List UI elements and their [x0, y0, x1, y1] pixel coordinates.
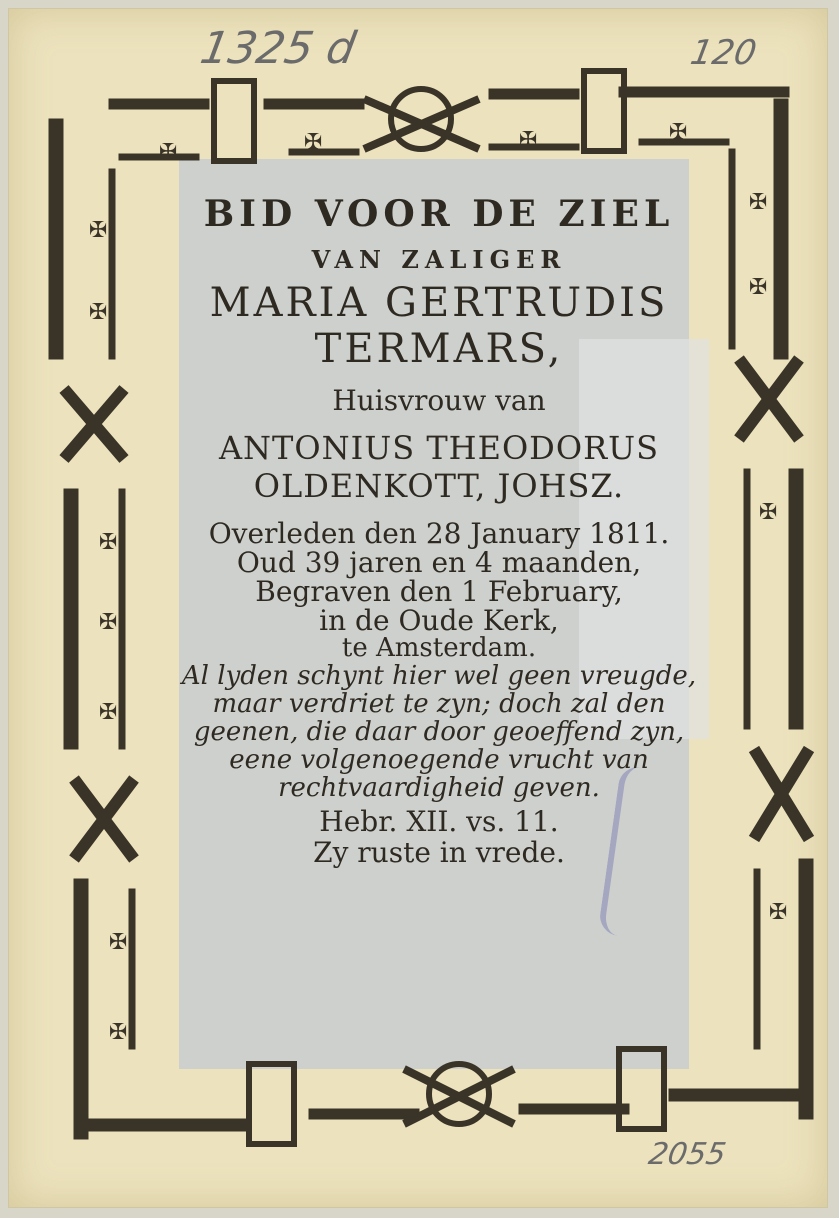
bible-reference: Hebr. XII. vs. 11.	[319, 805, 559, 838]
cross-icon: ✠	[769, 900, 788, 925]
death-date: Overleden den 28 January 1811.	[208, 517, 670, 550]
hourglass-icon	[249, 1064, 294, 1144]
border-bar	[289, 149, 359, 155]
border-bar	[49, 119, 63, 359]
cross-icon: ✠	[759, 500, 778, 525]
cross-icon: ✠	[304, 130, 323, 155]
border-bar	[799, 859, 813, 1119]
border-bar	[774, 99, 788, 359]
border-bar	[89, 1119, 249, 1131]
husband-name-line1: ANTONIUS THEODORUS	[218, 429, 660, 467]
cross-icon: ✠	[749, 190, 768, 215]
verse-line: rechtvaardigheid geven.	[278, 773, 600, 803]
border-bar	[109, 99, 209, 109]
cross-icon: ✠	[99, 610, 118, 635]
border-bar	[309, 1109, 419, 1119]
city-name: te Amsterdam.	[341, 633, 537, 663]
cross-icon: ✠	[159, 140, 178, 165]
border-bar	[64, 489, 78, 749]
hourglass-icon	[584, 71, 624, 151]
memorial-text	[129, 189, 749, 869]
verse-line: maar verdriet te zyn; doch zal den	[212, 689, 666, 719]
border-bar	[119, 489, 125, 749]
hourglass-icon	[619, 1049, 664, 1129]
hourglass-icon	[214, 81, 254, 161]
border-bar	[129, 889, 135, 1049]
cross-icon: ✠	[109, 930, 128, 955]
border-bar	[754, 869, 760, 1049]
church-name: in de Oude Kerk,	[319, 604, 559, 637]
cross-icon: ✠	[99, 530, 118, 555]
burial-date: Begraven den 1 February,	[255, 575, 623, 608]
age-text: Oud 39 jaren en 4 maanden,	[236, 546, 642, 579]
card-subtitle: VAN ZALIGER	[311, 245, 567, 274]
cross-icon: ✠	[519, 128, 538, 153]
memorial-card	[8, 8, 828, 1208]
relation-text: Huisvrouw van	[332, 384, 546, 417]
verse-line: Al lyden schynt hier wel geen vreugde,	[181, 661, 697, 691]
border-bar	[74, 879, 88, 1139]
cross-icon: ✠	[99, 700, 118, 725]
cross-icon: ✠	[109, 1020, 128, 1045]
verse-line: geenen, die daar door geoeffend zyn,	[193, 717, 685, 747]
cross-icon: ✠	[669, 120, 688, 145]
cross-icon: ✠	[749, 275, 768, 300]
border-bar	[789, 469, 803, 729]
handwritten-number: 120	[687, 33, 760, 73]
husband-name-line2: OLDENKOTT, JOHSZ.	[253, 467, 625, 505]
cross-icon: ✠	[89, 300, 108, 325]
cross-icon: ✠	[89, 218, 108, 243]
closing-text: Zy ruste in vrede.	[313, 836, 565, 869]
deceased-name-line2: TERMARS,	[314, 326, 564, 372]
border-bar	[264, 99, 364, 109]
border-bar	[519, 1104, 629, 1114]
border-bar	[109, 169, 115, 359]
border-bar	[489, 89, 579, 99]
card-title: BID VOOR DE ZIEL	[203, 193, 675, 235]
handwritten-catalog-number: 1325 d	[196, 23, 360, 74]
border-bar	[669, 1089, 809, 1101]
handwritten-inventory-number: 2055	[645, 1137, 729, 1172]
verse-line: eene volgenoegende vrucht van	[229, 745, 649, 775]
deceased-name-line1: MARIA GERTRUDIS	[209, 280, 669, 326]
border-bar	[619, 87, 789, 97]
